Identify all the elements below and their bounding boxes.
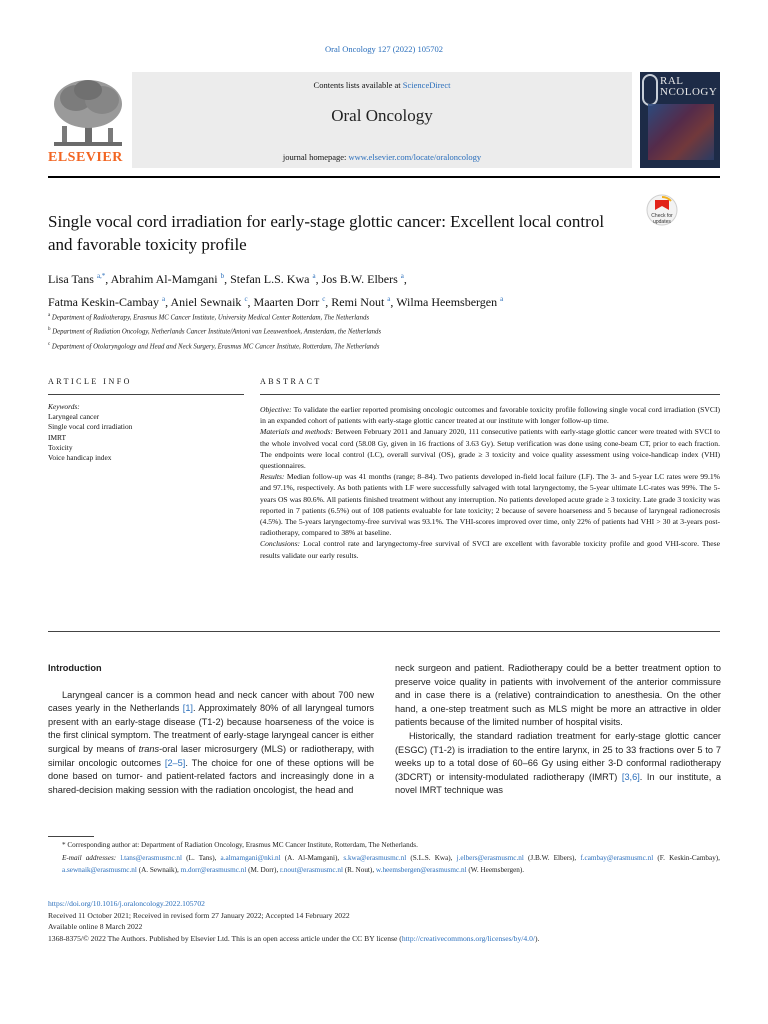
email-link[interactable]: s.kwa@erasmusmc.nl — [343, 853, 407, 862]
abstract-objective — [260, 404, 720, 426]
keywords-label: Keywords: — [48, 402, 80, 411]
abstract-methods — [260, 426, 720, 471]
italic-run: trans — [138, 743, 160, 754]
author-affiliation-marker[interactable]: a,* — [96, 272, 106, 280]
homepage-prefix: journal homepage: — [282, 152, 349, 162]
methods-label: Materials and methods: — [260, 427, 333, 437]
abstract-divider — [260, 394, 720, 395]
license-text: 1368-8375/© 2022 The Authors. Published by Elsevier Ltd. This is an open access article under the CC BY license ( — [48, 933, 402, 943]
author-name[interactable]: Wilma Heemsbergen — [396, 295, 498, 309]
author-name[interactable]: Aniel Sewnaik — [170, 295, 242, 309]
objective-label: Objective: — [260, 405, 292, 414]
abstract-results — [260, 471, 720, 538]
email-link[interactable]: l.tans@erasmusmc.nl — [120, 853, 183, 862]
conclusions-text: Local control rate and laryngectomy-free survival of SVCI are excellent with favorable toxicity profile and good VHI-score. These results validate our early results. — [260, 539, 720, 560]
doi-link[interactable]: https://doi.org/10.1016/j.oraloncology.2022.105702 — [48, 899, 205, 908]
keyword-item: IMRT — [48, 432, 67, 442]
affiliation-marker: b — [48, 327, 51, 333]
email-link[interactable]: a.almamgani@nki.nl — [220, 853, 281, 862]
elsevier-tree-logo-icon — [48, 76, 128, 150]
author-name[interactable]: Maarten Dorr — [253, 295, 320, 309]
email-owner: (W. Heemsbergen). — [466, 866, 525, 875]
affiliation-text: Department of Otolaryngology and Head and Neck Surgery, Erasmus MC Cancer Institute, Rotterdam, The Netherlands — [50, 342, 380, 350]
reference-link[interactable]: [1] — [182, 703, 193, 714]
abstract-conclusions — [260, 538, 720, 560]
journal-cover-image[interactable] — [640, 72, 720, 168]
journal-homepage-link[interactable]: www.elsevier.com/locate/oraloncology — [348, 152, 482, 162]
license-text-end: ). — [534, 933, 540, 943]
intro-paragraph-1 — [48, 689, 374, 798]
keyword-item: Toxicity — [48, 442, 73, 452]
methods-text: Between February 2011 and January 2020, 111 consecutive patients with early-stage glottic cancer were treated with SVCI to the whole involved vocal cord (58.08 Gy, given in 16 fractions of 3.63 Gy). Setup verification was done using cone-beam CT, prior to each fraction. The endpoints were local control (LC), overall survival (OS), grade ≥ 3 toxicity and voice quality assessment using voice-handicap index (VHI) questionnaires. — [260, 427, 720, 471]
email-owner: (J.B.W. Elbers), — [523, 853, 581, 862]
journal-homepage-line — [132, 152, 632, 162]
elsevier-wordmark: ELSEVIER — [48, 150, 123, 165]
email-link[interactable]: r.nout@erasmusmc.nl — [280, 866, 343, 875]
contents-line — [132, 80, 632, 90]
author-affiliation-marker[interactable]: c — [322, 295, 326, 303]
text-run: . The choice for one of these options will be done based on tumor- and patient-related factors and increasingly done in a shared-decision making session with the radiation oncologist, the head and — [48, 757, 374, 795]
sciencedirect-link[interactable]: ScienceDirect — [402, 80, 451, 90]
author-name[interactable]: Jos B.W. Elbers — [321, 272, 398, 286]
text-run: -oral laser microsurgery (MLS) or radiotherapy, with similar oncologic outcomes — [48, 743, 375, 768]
affiliation-list — [48, 310, 720, 353]
author-affiliation-marker[interactable]: b — [220, 272, 225, 280]
results-text: Median follow-up was 41 months (range; 8–84). Two patients developed in-field local failure (LF). The 3- and 5-year LC rates were 99.1% and 97.1%, respectively. As both patients with LF were successfully salvaged with total laryngectomy, the 5-year ultimate LC-rates was 99%. The 5-years OS was 80.6%. All patients finished treatment without any interruption. No patients developed acute grade ≥ 3 toxicity. Late grade 3 toxicity was reported in 7 patients (6.5%) out of 108 patients evaluable for late toxicity; 2 because of severe hoarseness and 5 because of laryngeal radionecrosis (4.5%). The 5-years laryngectomy-free survival was 93.1%. The VHI-scores improved over time, only 22% of patients had VHI > 30 at 3-years post-radiotherapy, compared to 38% at baseline. — [260, 472, 720, 538]
author-affiliation-marker[interactable]: a — [161, 295, 166, 303]
body-column-right — [395, 662, 721, 798]
reference-link[interactable]: [2–5] — [164, 757, 186, 768]
received-dates: Received 11 October 2021; Received in revised form 27 January 2022; Accepted 14 February 2022 — [48, 910, 350, 920]
journal-reference-link[interactable]: Oral Oncology 127 (2022) 105702 — [324, 44, 444, 54]
email-label: E-mail addresses: — [62, 853, 117, 862]
author-name[interactable]: Fatma Keskin-Cambay — [48, 295, 159, 309]
text-run: Laryngeal cancer is a common head and neck cancer with about 700 new cases yearly in the Netherlands — [48, 689, 374, 714]
author-name[interactable]: Abrahim Al-Mamgani — [110, 272, 218, 286]
check-for-updates-label[interactable]: Check for updates — [651, 213, 673, 225]
affiliation-text: Department of Radiotherapy, Erasmus MC Cancer Institute, University Medical Center Rotterdam, The Netherlands — [50, 314, 370, 322]
article-info-divider — [48, 394, 244, 395]
author-affiliation-marker[interactable]: a — [400, 272, 404, 280]
author-affiliation-marker[interactable]: c — [244, 295, 248, 303]
license-link[interactable]: http://creativecommons.org/licenses/by/4.0/ — [401, 933, 535, 943]
header-divider — [48, 176, 720, 178]
email-owner: (F. Keskin-Cambay), — [653, 853, 720, 862]
contents-prefix: Contents lists available at — [313, 80, 403, 90]
footnote-divider — [48, 836, 94, 837]
cover-title-line2: NCOLOGY — [660, 86, 718, 98]
license-line — [48, 933, 720, 945]
text-run: . In our institute, a novel IMRT technique was — [395, 771, 721, 796]
cover-title-line1: RAL — [660, 75, 684, 87]
available-online-date: Available online 8 March 2022 — [48, 922, 143, 932]
email-owner: (A. Sewnaik), — [136, 866, 181, 875]
affiliation-marker: c — [48, 341, 51, 347]
keywords-block — [48, 402, 244, 463]
affiliation-item — [48, 310, 720, 324]
journal-name: Oral Oncology — [331, 106, 433, 125]
reference-link[interactable]: [3,6] — [621, 771, 640, 782]
article-title: Single vocal cord irradiation for early-stage glottic cancer: Excellent local control and favorable toxicity profile — [48, 212, 605, 254]
email-owner: (M. Dorr), — [246, 866, 281, 875]
email-owner: (L. Tans), — [182, 853, 221, 862]
objective-text: To validate the earlier reported promising oncologic outcomes and favorable toxicity profile following single vocal cord irradiation (SVCI) in an expanded cohort of patients with early-stage glottic cancer treated at our institute with longer follow-up time. — [260, 405, 720, 426]
cover-title — [660, 76, 717, 98]
email-link[interactable]: m.dorr@erasmusmc.nl — [180, 866, 247, 875]
introduction-heading: Introduction — [48, 663, 102, 673]
abstract-text — [260, 404, 720, 561]
email-link[interactable]: j.elbers@erasmusmc.nl — [456, 853, 524, 862]
cover-logo-o — [642, 74, 658, 106]
author-affiliation-marker[interactable]: a — [387, 295, 391, 303]
affiliation-marker: a — [48, 313, 51, 318]
abstract-bottom-divider — [48, 631, 720, 632]
text-run: Historically, the standard radiation treatment for early-stage glottic cancer (ESGC) (T1-2) is irradiation to the entire larynx, in 25 to 33 fractions over 5 to 7 weeks up to a total dose of 60–66 Gy using either 3-D conformal radiotherapy (3DCRT) or intensity-modulated radiotherapy (IMRT) — [395, 730, 721, 782]
email-owner: (S.L.S. Kwa), — [406, 853, 457, 862]
email-link[interactable]: a.sewnaik@erasmusmc.nl — [62, 866, 137, 875]
article-info-heading: ARTICLE INFO — [48, 377, 132, 386]
author-name[interactable]: Stefan L.S. Kwa — [230, 272, 310, 286]
email-owner: (R. Nout), — [342, 866, 376, 875]
intro-paragraph-2 — [395, 730, 721, 798]
affiliation-text: Department of Radiation Oncology, Netherlands Cancer Institute/Antoni van Leeuwenhoek, Amsterdam, the Netherlands — [50, 328, 382, 336]
body-column-left — [48, 662, 374, 797]
author-name[interactable]: Remi Nout — [331, 295, 385, 309]
conclusions-label: Conclusions: — [260, 539, 301, 549]
keyword-item: Single vocal cord irradiation — [48, 422, 133, 432]
abstract-heading: ABSTRACT — [260, 377, 322, 386]
email-owner: (A. Al-Mamgani), — [280, 853, 344, 862]
footnote — [48, 839, 720, 877]
email-link[interactable]: w.heemsbergen@erasmusmc.nl — [375, 866, 467, 875]
author-affiliation-marker[interactable]: a — [500, 295, 504, 303]
intro-paragraph-continued: neck surgeon and patient. Radiotherapy could be a better treatment option to preserve voice quality in patients with involvement of the anterior commissure and in case there is a (relative) contraindication to anesthesia. On the other hand, a one-step treatment such as MLS might be more an attractive in older patients because of the limited number of hospital visits. — [395, 663, 721, 728]
email-addresses — [48, 852, 720, 877]
text-run: . Approximately 80% of all laryngeal tumors present with an early-stage disease (T1-2) because hoarseness of the voice is the first clinical symptom. The treatment of early-stage laryngeal cancer is either surgical by means of — [48, 703, 374, 754]
author-name[interactable]: Lisa Tans — [48, 272, 94, 286]
results-label: Results: — [260, 472, 285, 482]
keyword-item: Laryngeal cancer — [48, 412, 100, 422]
affiliation-item — [48, 324, 720, 338]
cover-artwork — [648, 104, 714, 160]
keyword-item: Voice handicap index — [48, 453, 112, 463]
affiliation-item — [48, 339, 720, 353]
email-link[interactable]: f.cambay@erasmusmc.nl — [580, 853, 654, 862]
author-affiliation-marker[interactable]: a — [312, 272, 316, 280]
author-list: Lisa Tans $^{a,*}$, Abrahim Al-Mamgani $^b$, Stefan L.S. Kwa $^a$, Jos B.W. Elbers $^a$, Fatma Keskin-Cambay $^a$, Aniel Sewnaik $^c$, Maarten Dorr $^c$, Remi Nout $^a$, Wilma Heemsbergen $^a$ — [48, 272, 504, 309]
publication-info — [48, 898, 720, 944]
corresponding-author-note: * Corresponding author at: Department of Radiation Oncology, Erasmus MC Cancer Institute, Rotterdam, The Netherlands. — [62, 841, 418, 849]
